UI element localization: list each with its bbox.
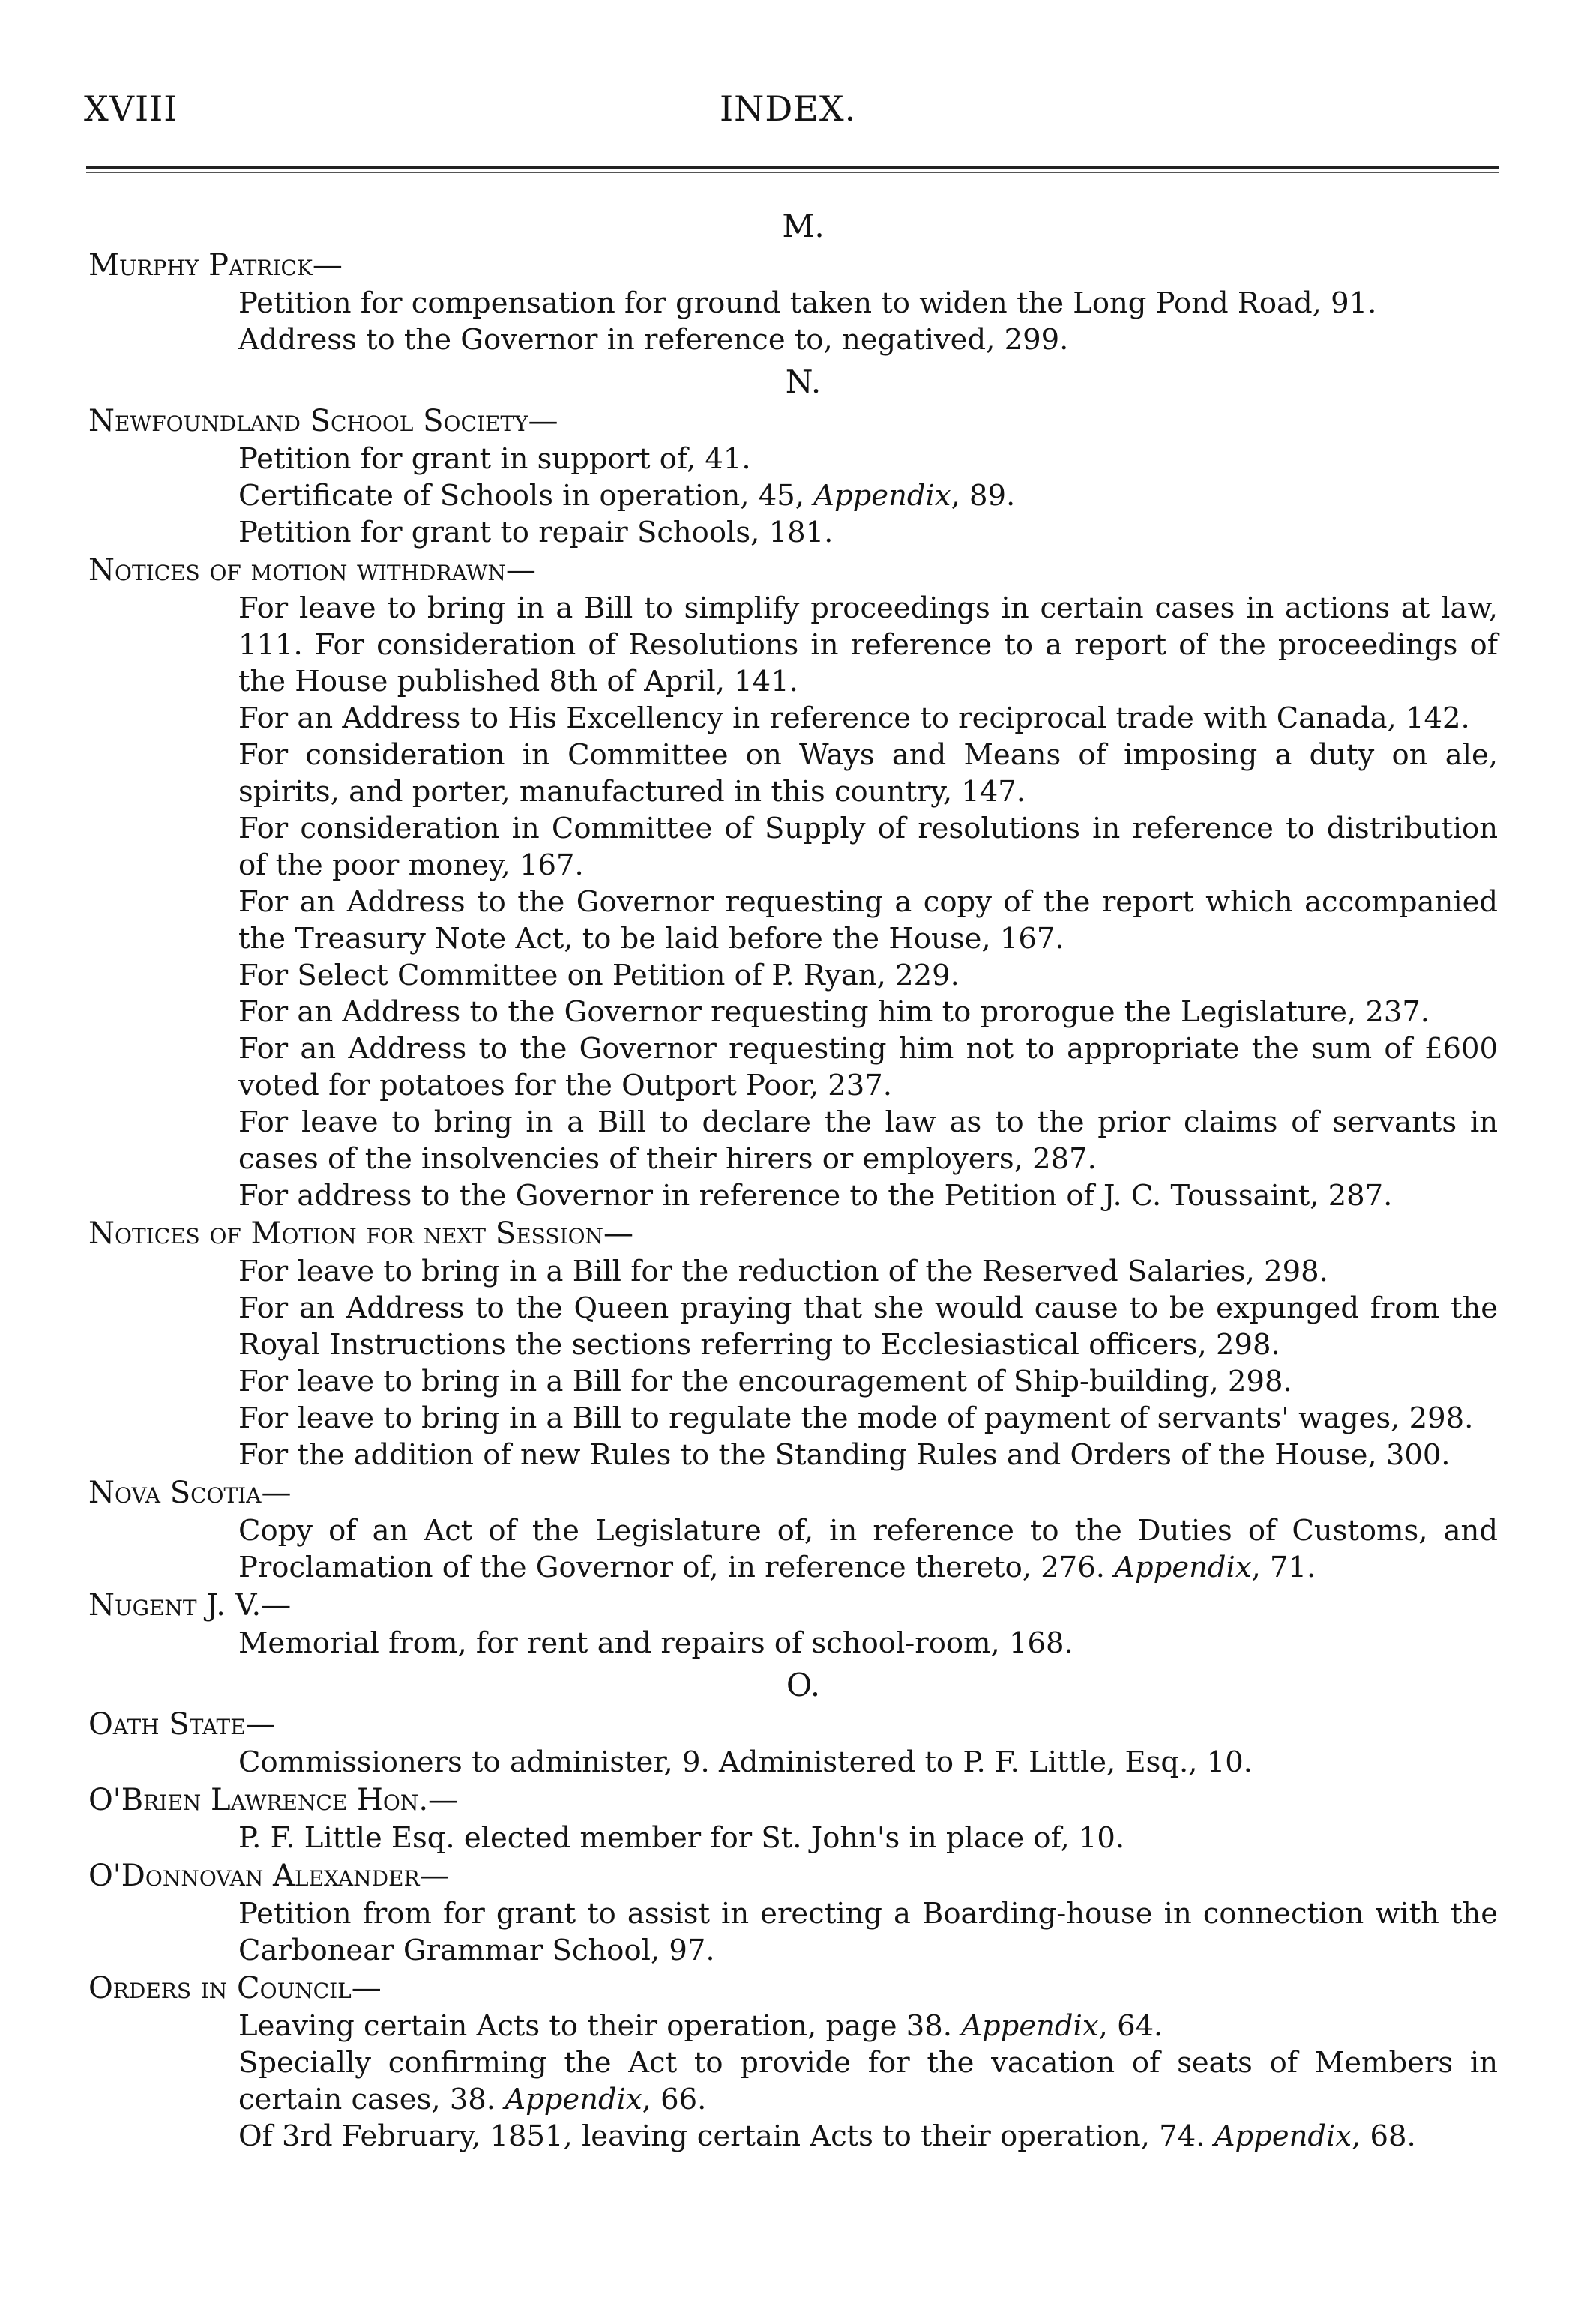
index-entry (0, 1856, 1584, 1969)
index-entry (0, 246, 1584, 358)
section-letter: M. (782, 208, 825, 244)
entry-subitem: For the addition of new Rules to the Standing Rules and Orders of the House, 300. (238, 1438, 1451, 1472)
entry-subitem: For leave to bring in a Bill to simplify proceedings in certain cases in actions at law, 111. For consideration of Resolutions in reference to a report of the proceedings of the House published 8th of April, 141. (238, 591, 1498, 698)
entry-subitem: For an Address to the Queen praying that she would cause to be expunged from the Royal Instructions the sections referring to Ecclesiastical officers, 298. (238, 1291, 1498, 1362)
index-entry (0, 1586, 1584, 1661)
entry-heading: Murphy Patrick— (88, 248, 343, 283)
entry-subitem: For an Address to His Excellency in reference to reciprocal trade with Canada, 142. (238, 701, 1470, 735)
index-entry (0, 1781, 1584, 1856)
entry-subitem: Commissioners to administer, 9. Administered to P. F. Little, Esq., 10. (238, 1745, 1253, 1779)
entry-subitem: Petition from for grant to assist in erecting a Boarding-house in connection with the Carbonear Grammar School, 97. (238, 1897, 1498, 1967)
entry-subitem: Address to the Governor in reference to, negatived, 299. (238, 323, 1069, 357)
entry-heading: O'Brien Lawrence Hon.— (88, 1783, 459, 1817)
entry-subitem: Leaving certain Acts to their operation, page 38. Appendix, 64. (238, 2009, 1163, 2043)
appendix-reference: Appendix (961, 2009, 1099, 2043)
entry-heading: Nugent J. V.— (88, 1588, 292, 1623)
entry-subitem: For leave to bring in a Bill for the reduction of the Reserved Salaries, 298. (238, 1255, 1328, 1288)
entry-subitem: For leave to bring in a Bill to declare the law as to the prior claims of servants in cases of the insolvencies of their hirers or employers, 287. (238, 1105, 1498, 1176)
appendix-reference: Appendix (1114, 1551, 1252, 1584)
appendix-reference: Appendix (813, 479, 951, 513)
header-rule-thin (86, 172, 1499, 173)
entry-subitem: For Select Committee on Petition of P. Ryan, 229. (238, 959, 960, 992)
entry-heading: Nova Scotia— (88, 1476, 292, 1510)
index-entry (0, 1473, 1584, 1586)
index-body (0, 202, 1584, 2155)
appendix-reference: Appendix (1214, 2119, 1352, 2153)
header-rule (86, 166, 1499, 169)
section-letter: O. (786, 1667, 821, 1703)
entry-subitem: Petition for grant to repair Schools, 181. (238, 516, 834, 549)
entry-subitem: For consideration in Committee on Ways and Means of imposing a duty on ale, spirits, and porter, manufactured in this country, 147. (238, 738, 1498, 809)
entry-subitem: Memorial from, for rent and repairs of school-room, 168. (238, 1626, 1073, 1660)
entry-subitem: Specially confirming the Act to provide for the vacation of seats of Members in certain cases, 38. Appendix, 66. (238, 2046, 1498, 2116)
entry-subitem: For an Address to the Governor requesting him to prorogue the Legislature, 237. (238, 995, 1430, 1029)
entry-subitem: Petition for compensation for ground taken to widen the Long Pond Road, 91. (238, 286, 1377, 320)
index-entry (0, 1969, 1584, 2155)
entry-subitem: Of 3rd February, 1851, leaving certain Acts to their operation, 74. Appendix, 68. (238, 2119, 1416, 2153)
appendix-reference: Appendix (505, 2083, 642, 2116)
index-entry (0, 1705, 1584, 1781)
entry-subitem: For leave to bring in a Bill to regulate the mode of payment of servants' wages, 298. (238, 1401, 1474, 1435)
index-entry (0, 1214, 1584, 1473)
entry-heading: Oath State— (88, 1707, 276, 1742)
entry-subitem: For address to the Governor in reference to the Petition of J. C. Toussaint, 287. (238, 1179, 1393, 1213)
entry-subitem: For leave to bring in a Bill for the encouragement of Ship-building, 298. (238, 1365, 1292, 1398)
entry-heading: O'Donnovan Alexander— (88, 1859, 450, 1893)
section-letter: N. (785, 363, 822, 400)
index-entry (0, 551, 1584, 1214)
entry-heading: Newfoundland School Society— (88, 404, 558, 438)
entry-subitem: For an Address to the Governor requesting him not to appropriate the sum of £600 voted for potatoes for the Outport Poor, 237. (238, 1032, 1498, 1102)
entry-heading: Notices of Motion for next Session— (88, 1216, 634, 1251)
page-folio: XVIII (84, 88, 178, 129)
entry-heading: Orders in Council— (88, 1971, 382, 2005)
entry-subitem: Certificate of Schools in operation, 45, Appendix, 89. (238, 479, 1016, 513)
entry-subitem: For consideration in Committee of Supply of resolutions in reference to distribution of the poor money, 167. (238, 812, 1498, 882)
entry-subitem: Petition for grant in support of, 41. (238, 442, 751, 476)
index-entry (0, 402, 1584, 551)
page-title: INDEX. (720, 88, 857, 129)
entry-subitem: For an Address to the Governor requesting a copy of the report which accompanied the Treasury Note Act, to be laid before the House, 167. (238, 885, 1498, 956)
entry-subitem: P. F. Little Esq. elected member for St. John's in place of, 10. (238, 1821, 1125, 1855)
entry-heading: Notices of motion withdrawn— (88, 553, 536, 588)
entry-subitem: Copy of an Act of the Legislature of, in reference to the Duties of Customs, and Proclamation of the Governor of, in reference thereto, 276. Appendix, 71. (238, 1514, 1498, 1584)
